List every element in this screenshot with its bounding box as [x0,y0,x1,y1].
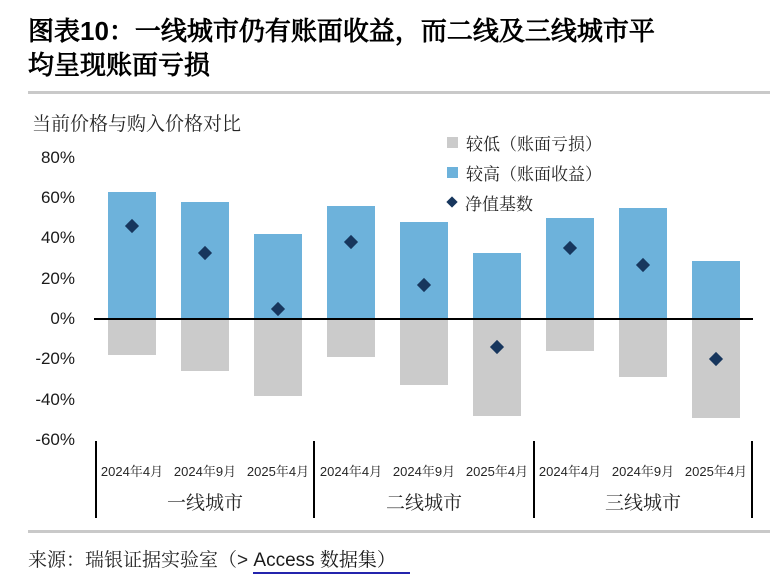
x-date-label: 2024年4月 [538,464,602,479]
source-divider [28,530,770,533]
figure-title: 图表10：一线城市仍有账面收益，而二线及三线城市平均呈现账面亏损 [28,16,655,80]
bar-loss [692,319,740,418]
bar-gain [327,206,375,319]
bar-gain [108,192,156,319]
y-tick-label: 80% [40,147,75,167]
legend-item-label: 较低（账面亏损） [466,134,602,154]
zero-axis-line [94,318,753,321]
y-tick-label: -60% [35,429,75,449]
access-dataset-link[interactable]: Access 数据集） [253,550,410,574]
y-tick-label: 60% [40,188,75,208]
bar-loss [400,319,448,385]
chart-caption: 当前价格与购入价格对比 [32,114,242,135]
y-tick-label: 20% [40,268,75,288]
x-date-label: 2025年4月 [246,464,310,479]
bar-loss [473,319,521,416]
bar-gain [400,222,448,319]
x-group-label: 三线城市 [604,493,681,514]
x-date-label: 2025年4月 [684,464,748,479]
legend-item-label: 较高（账面收益） [466,164,602,184]
x-date-label: 2024年9月 [173,464,237,479]
y-tick-label: 0% [50,309,75,328]
bar-loss [181,319,229,371]
x-date-label: 2024年4月 [319,464,383,479]
bar-gain [181,202,229,319]
y-tick-label: 40% [40,228,75,248]
x-date-label: 2024年9月 [611,464,675,479]
bar-loss [546,319,594,351]
x-date-label: 2024年4月 [100,464,164,479]
x-group-label: 二线城市 [385,493,462,514]
y-tick-label: -40% [35,389,75,409]
bar-loss [254,319,302,396]
x-date-label: 2024年9月 [392,464,456,479]
bar-gain [473,253,521,319]
x-group-label: 一线城市 [166,493,243,514]
y-tick-label: -20% [35,349,75,369]
bar-loss [327,319,375,357]
x-date-label: 2025年4月 [465,464,529,479]
bar-gain [546,218,594,319]
bar-loss [108,319,156,355]
source-line [28,545,410,572]
legend-item-label: 净值基数 [465,194,533,214]
source-text: 来源：瑞银证据实验室（> [28,550,254,571]
bar-gain [692,261,740,319]
bar-loss [619,319,667,377]
